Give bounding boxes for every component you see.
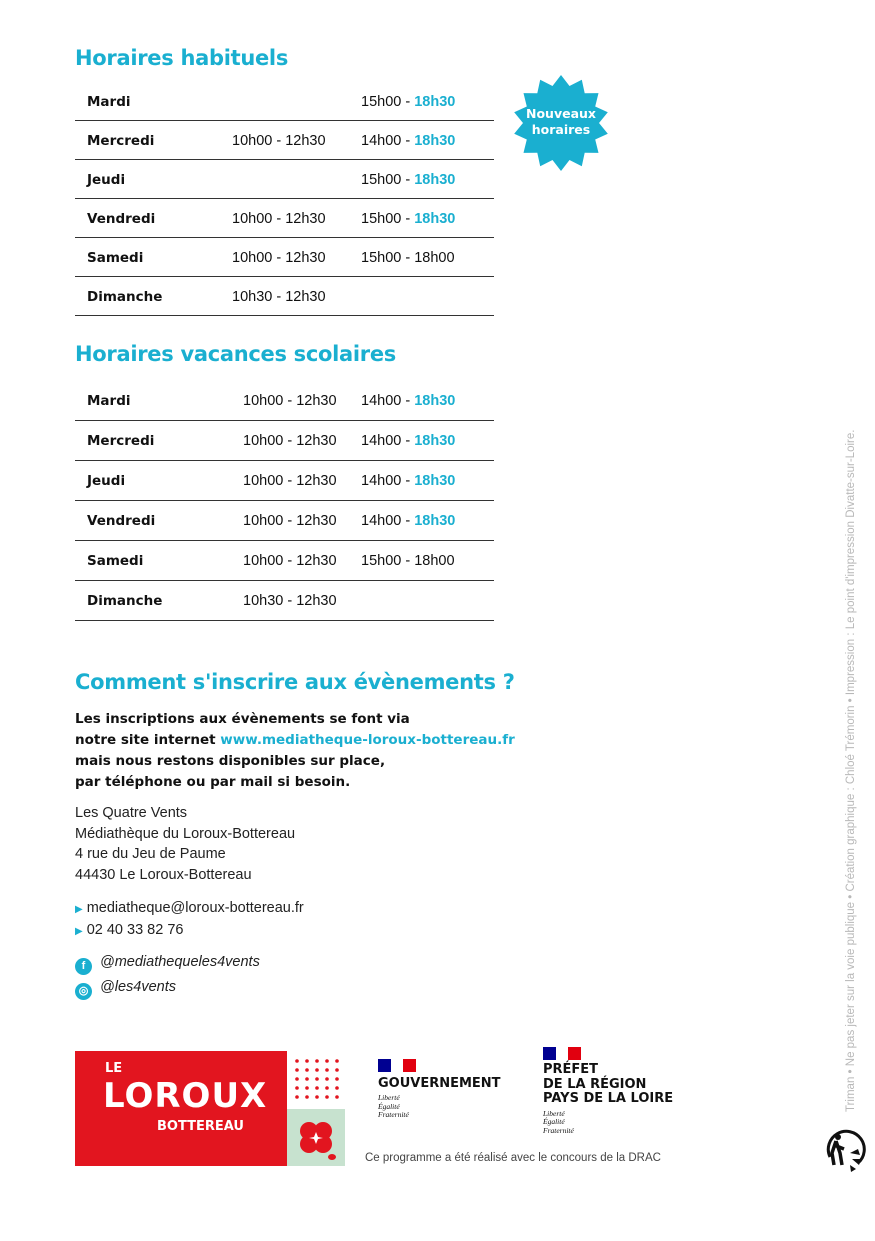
table-row (75, 277, 494, 316)
facebook-handle[interactable]: @mediathequeles4vents (100, 954, 260, 970)
afternoon-start: 15h00 - (361, 211, 415, 227)
table-row (75, 199, 494, 238)
table-row (75, 421, 494, 461)
facebook-icon: f (75, 958, 92, 975)
triman-recycling-icon (820, 1125, 870, 1175)
day-label: Mardi (87, 94, 131, 110)
table-row (75, 381, 494, 421)
pref-motto-2: Égalité (543, 1117, 565, 1126)
email-link[interactable]: mediatheque@loroux-bottereau.fr (86, 900, 304, 916)
afternoon-hours (361, 133, 455, 149)
dot (335, 1095, 339, 1099)
website-link[interactable]: www.mediatheque-loroux-bottereau.fr (220, 732, 515, 748)
day-label: Mercredi (87, 433, 155, 449)
afternoon-start: 15h00 - (361, 553, 415, 569)
logo-le: LE (105, 1061, 123, 1076)
day-label: Samedi (87, 250, 144, 266)
phone-number[interactable]: 02 40 33 82 76 (86, 922, 184, 938)
afternoon-hours (361, 513, 455, 529)
morning-hours: 10h30 - 12h30 (232, 289, 326, 305)
afternoon-hours (361, 211, 455, 227)
afternoon-end: 18h30 (414, 133, 456, 149)
dot (325, 1068, 329, 1072)
dot (315, 1059, 319, 1063)
afternoon-end: 18h30 (414, 473, 456, 489)
afternoon-end: 18h30 (414, 211, 456, 227)
afternoon-start: 15h00 - (361, 172, 415, 188)
dot (305, 1095, 309, 1099)
dot (305, 1086, 309, 1090)
registration-line4: par téléphone ou par mail si besoin. (75, 774, 351, 790)
afternoon-hours (361, 553, 455, 569)
afternoon-end: 18h30 (414, 393, 456, 409)
afternoon-hours (361, 393, 455, 409)
badge-line1: Nouveaux (526, 106, 596, 121)
address-line4: 44430 Le Loroux-Bottereau (75, 866, 252, 883)
afternoon-hours (361, 473, 455, 489)
morning-hours: 10h00 - 12h30 (243, 433, 337, 449)
afternoon-start: 14h00 - (361, 513, 415, 529)
afternoon-hours (361, 433, 455, 449)
registration-line1: Les inscriptions aux évènements se font via (75, 711, 410, 727)
motto-2: Égalité (378, 1101, 400, 1111)
address-block (75, 803, 295, 885)
dot (325, 1095, 329, 1099)
morning-hours: 10h00 - 12h30 (243, 553, 337, 569)
logo-loroux: LOROUX (103, 1076, 268, 1116)
registration-line2: notre site internet (75, 732, 221, 748)
pref-line2: DE LA RÉGION (543, 1076, 647, 1092)
dot (325, 1086, 329, 1090)
social-links (75, 950, 260, 1000)
day-label: Jeudi (87, 172, 126, 188)
new-hours-badge (512, 74, 610, 172)
contact-list (75, 898, 304, 942)
dot (295, 1086, 299, 1090)
afternoon-end: 18h30 (414, 172, 456, 188)
day-label: Vendredi (87, 211, 156, 227)
pref-motto-1: Liberté (543, 1108, 565, 1118)
dot (305, 1068, 309, 1072)
afternoon-end: 18h30 (414, 513, 456, 529)
dot (295, 1095, 299, 1099)
dot (335, 1068, 339, 1072)
registration-line3: mais nous restons disponibles sur place, (75, 753, 386, 769)
afternoon-hours (361, 172, 455, 188)
pref-line1: PRÉFET (543, 1062, 599, 1077)
table-row (75, 501, 494, 541)
holiday-hours-table (75, 381, 494, 621)
afternoon-start: 15h00 - (361, 250, 415, 266)
afternoon-start: 14h00 - (361, 473, 415, 489)
flower-icon (287, 1109, 345, 1166)
afternoon-end: 18h30 (414, 94, 456, 110)
afternoon-start: 14h00 - (361, 133, 415, 149)
dot (295, 1068, 299, 1072)
regular-hours-table (75, 82, 494, 316)
motto-1: Liberté (378, 1093, 400, 1102)
afternoon-hours (361, 250, 455, 266)
afternoon-end: 18h00 (414, 553, 455, 569)
day-label: Jeudi (87, 473, 126, 489)
loroux-bottereau-logo (75, 1051, 345, 1166)
registration-text (75, 709, 515, 793)
dot (315, 1068, 319, 1072)
logo-green-panel (287, 1109, 345, 1166)
dot-grid-icon (287, 1051, 345, 1109)
day-label: Mercredi (87, 133, 155, 149)
dot (335, 1077, 339, 1081)
dot (325, 1077, 329, 1081)
gov-name: GOUVERNEMENT (378, 1076, 501, 1091)
afternoon-end: 18h30 (414, 433, 456, 449)
badge-line2: horaires (531, 122, 591, 137)
holiday-hours-title: Horaires vacances scolaires (75, 342, 397, 366)
afternoon-start: 14h00 - (361, 433, 415, 449)
marianne-flag-icon (378, 1059, 416, 1072)
afternoon-hours (361, 94, 455, 110)
address-line2: Médiathèque du Loroux-Bottereau (75, 825, 296, 842)
table-row (75, 82, 494, 121)
address-line3: 4 rue du Jeu de Paume (75, 846, 226, 862)
dot (305, 1059, 309, 1063)
table-row (75, 238, 494, 277)
dot (335, 1059, 339, 1063)
instagram-handle[interactable]: @les4vents (100, 979, 176, 995)
dot (295, 1077, 299, 1081)
drac-note: Ce programme a été réalisé avec le concours de la DRAC (365, 1152, 661, 1164)
triangle-bullet-icon: ▶ (75, 926, 83, 937)
afternoon-end: 18h00 (414, 250, 455, 266)
government-logo (378, 1059, 501, 1120)
dot (325, 1059, 329, 1063)
prefecture-logo (543, 1047, 673, 1135)
day-label: Samedi (87, 553, 144, 569)
dot (335, 1086, 339, 1090)
table-row (75, 121, 494, 160)
pref-line3: PAYS DE LA LOIRE (543, 1091, 674, 1106)
table-row (75, 461, 494, 501)
morning-hours: 10h00 - 12h30 (243, 473, 337, 489)
dot (315, 1077, 319, 1081)
registration-title: Comment s'inscrire aux évènements ? (75, 670, 515, 694)
table-row (75, 160, 494, 199)
dot (315, 1095, 319, 1099)
morning-hours: 10h00 - 12h30 (232, 211, 326, 227)
morning-hours: 10h00 - 12h30 (243, 513, 337, 529)
pref-motto-3: Fraternité (543, 1125, 574, 1135)
table-row (75, 541, 494, 581)
morning-hours: 10h00 - 12h30 (232, 133, 326, 149)
motto-3: Fraternité (378, 1110, 409, 1119)
table-row (75, 581, 494, 621)
afternoon-start: 14h00 - (361, 393, 415, 409)
logo-bottereau: BOTTEREAU (157, 1119, 244, 1134)
print-credits: Triman • Ne pas jeter sur la voie publique • Création graphique : Chloé Trémorin • Impression : Le point d'impression Divatte-sur-Loire. (845, 429, 857, 1112)
dot (305, 1077, 309, 1081)
regular-hours-title: Horaires habituels (75, 46, 289, 70)
day-label: Mardi (87, 393, 131, 409)
address-line1: Les Quatre Vents (75, 805, 188, 821)
morning-hours: 10h30 - 12h30 (243, 593, 337, 609)
marianne-flag-icon (543, 1047, 581, 1060)
afternoon-start: 15h00 - (361, 94, 415, 110)
instagram-icon: ◎ (75, 983, 92, 1000)
day-label: Vendredi (87, 513, 156, 529)
day-label: Dimanche (87, 289, 163, 305)
day-label: Dimanche (87, 593, 163, 609)
morning-hours: 10h00 - 12h30 (232, 250, 326, 266)
morning-hours: 10h00 - 12h30 (243, 393, 337, 409)
triangle-bullet-icon: ▶ (75, 904, 83, 915)
dot (295, 1059, 299, 1063)
dot (315, 1086, 319, 1090)
